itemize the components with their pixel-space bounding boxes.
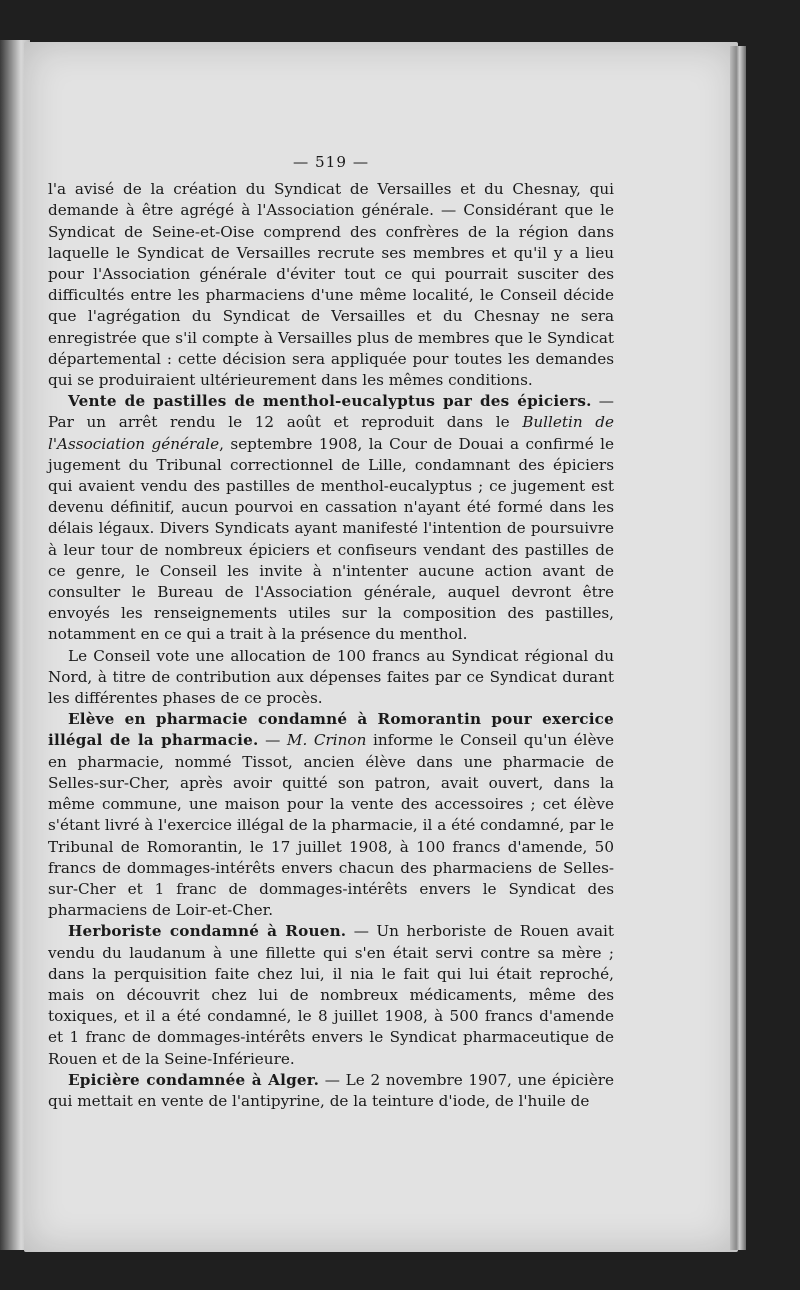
section-text: — [258, 731, 287, 750]
section-heading: Epicière condamnée à Alger. [68, 1070, 320, 1089]
section-heading: Vente de pastilles de menthol-eucalyptus par des épiciers. [68, 392, 592, 411]
page-number: — 519 — [292, 153, 370, 171]
section-heading: Herboriste condamné à Rouen. [68, 922, 347, 941]
section-text: — Un herboriste de Rouen avait vendu du laudanum à une fillette qui s'en était servi contre sa mère ; dans la perquisition faite chez lui, il nia le fait qui lui était reproché, mais on découvrit chez lui de nombreux médicaments, même des toxiques, et il a été condamné, le 8 juillet 1908, à 500 francs d'amende et 1 franc de dommages-intérêts envers le Syndicat pharmaceutique de Rouen et de la Seine-Inférieure. [48, 922, 614, 1068]
paragraph-intro: l'a avisé de la création du Syndicat de Versailles et du Chesnay, qui demande à être agrégé à l'Association générale. — Considérant que le Syndicat de Seine-et-Oise comprend des confrères de la région dans laquelle le Syndicat de Versailles recrute ses membres et qu'il y a lieu pour l'Association générale d'éviter tout ce qui pourrait susciter des difficultés entre les pharmaciens d'une même localité, le Conseil décide que l'agrégation du Syndicat de Versailles et du Chesnay ne sera enregistrée que s'il compte à Versailles plus de membres que le Syndicat départemental : cette décision sera appliquée pour toutes les demandes qui se produiraient ultérieurement dans les mêmes conditions. [48, 180, 614, 390]
page-text [48, 152, 614, 1112]
section-eleve-pharmacie [48, 709, 614, 921]
section-text: informe le Conseil qu'un élève en pharmacie, nommé Tissot, ancien élève dans une pharmacie de Selles-sur-Cher, après avoir quitté son patron, avait ouvert, dans la même commune, une maison pour la vente des accessoires ; cet élève s'étant livré à l'exercice illégal de la pharmacie, il a été condamné, par le Tribunal de Romorantin, le 17 juillet 1908, à 100 francs d'amende, 50 francs de dommages-intérêts envers chacun des pharmaciens de Selles-sur-Cher et 1 franc de dommages-intérêts envers le Syndicat des pharmaciens de Loir-et-Cher. [48, 731, 615, 920]
section-heading: Elève en pharmacie condamné à Romorantin pour exercice illégal de la pharmacie. [48, 710, 614, 750]
section-herboriste [48, 921, 614, 1069]
section-italic-text: M. Crinon [286, 731, 367, 750]
paragraph-allocation: Le Conseil vote une allocation de 100 francs au Syndicat régional du Nord, à titre de contribution aux dépenses faites par ce Syndicat durant les différentes phases de ce procès. [48, 646, 614, 708]
section-italic-text: Bulletin de l'Association générale [48, 413, 614, 453]
section-epiciere [48, 1070, 614, 1112]
section-vente-pastilles [48, 391, 614, 645]
page-edge-stack [730, 46, 746, 1250]
section-text: — Par un arrêt rendu le 12 août et reproduit dans le [48, 392, 614, 432]
section-text: — Le 2 novembre 1907, une épicière qui mettait en vente de l'antipyrine, de la teinture d'iode, de l'huile de [48, 1070, 614, 1110]
section-text: , septembre 1908, la Cour de Douai a confirmé le jugement du Tribunal correctionnel de Lille, condamnant des épiciers qui avaient vendu des pastilles de menthol-eucalyptus ; ce jugement est devenu définitif, aucun pourvoi en cassation n'ayant été formé dans les délais légaux. Divers Syndicats ayant manifesté l'intention de poursuivre à leur tour de nombreux épiciers et confiseurs vendant des pastilles de ce genre, le Conseil les invite à n'intenter aucune action avant de consulter le Bureau de l'Association générale, auquel devront être envoyés les renseignements utiles sur la composition des pastilles, notamment en ce qui a trait à la présence du menthol. [48, 434, 614, 644]
